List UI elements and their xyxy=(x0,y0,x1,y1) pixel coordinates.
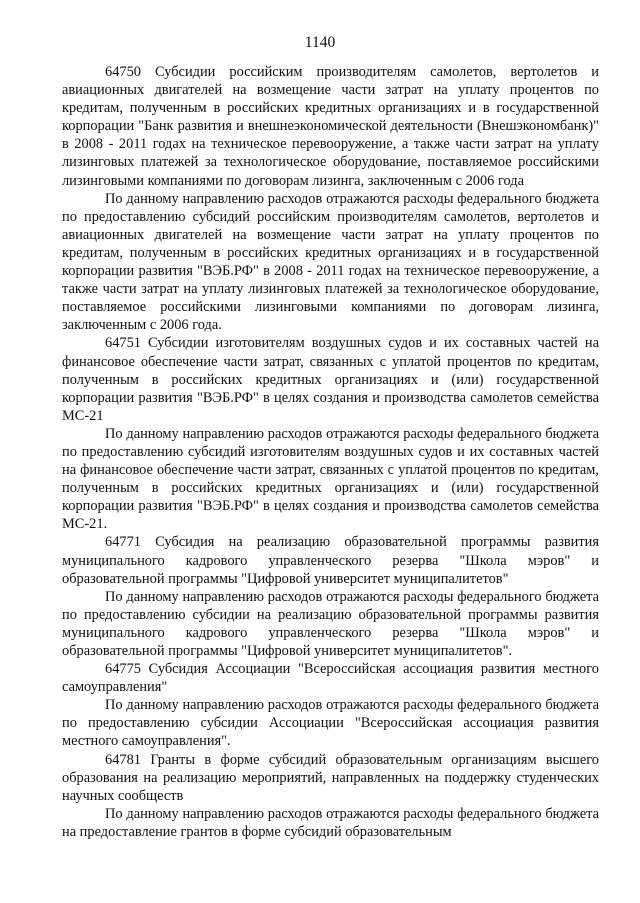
paragraph-64750-description: По данному направлению расходов отражаются расходы федерального бюджета по предоставлению субсидий российским производителям самолетов, вертолетов и авиационных двигателей на возмещение части затрат на уплату процентов по кредитам, полученным в российских кредитных организациях и в государственной корпорации развития "ВЭБ.РФ" в 2008 - 2011 годах на техническое перевооружение, а также части затрат на уплату лизинговых платежей за технологическое оборудование, поставляемое российскими лизинговыми компаниями по договорам лизинга, заключенным с 2006 года. xyxy=(62,190,599,334)
paragraph-64775-description: По данному направлению расходов отражаются расходы федерального бюджета по предоставлению субсидии Ассоциации "Всероссийская ассоциация развития местного самоуправления". xyxy=(62,697,599,750)
paragraph-64751-description: По данному направлению расходов отражаются расходы федерального бюджета по предоставлению субсидий изготовителям воздушных судов и их составных частей на финансовое обеспечение части затрат, связанных с уплатой процентов по кредитам, полученным в российских кредитных организациях и (или) государственной корпорации развития "ВЭБ.РФ" в целях создания и производства самолетов семейства МС-21. xyxy=(62,425,599,533)
paragraph-64775-title: 64775 Субсидия Ассоциации "Всероссийская ассоциация развития местного самоуправления" xyxy=(62,661,599,696)
paragraph-64750-title: 64750 Субсидии российским производителям самолетов, вертолетов и авиационных двигателей на возмещение части затрат на уплату процентов по кредитам, полученным в российских кредитных организациях и в государственной корпорации "Банк развития и внешнеэкономической деятельности (Внешэкономбанк)" в 2008 - 2011 годах на техническое перевооружение, а также части затрат на уплату лизинговых платежей за технологическое оборудование, поставляемое российскими лизинговыми компаниями по договорам лизинга, заключенным с 2006 года xyxy=(62,64,599,189)
paragraph-64771-title: 64771 Субсидия на реализацию образовательной программы развития муниципального кадрового управленческого резерва "Школа мэров" и образовательной программы "Цифровой университет муниципалитетов" xyxy=(62,534,599,587)
paragraph-64781-title: 64781 Гранты в форме субсидий образовательным организациям высшего образования на реализацию мероприятий, направленных на поддержку студенческих научных сообществ xyxy=(62,751,599,804)
paragraph-64751-title: 64751 Субсидии изготовителям воздушных судов и их составных частей на финансовое обеспечение части затрат, связанных с уплатой процентов по кредитам, полученным в российских кредитных организациях и (или) государственной корпорации развития "ВЭБ.РФ" в целях создания и производства самолетов семейства МС-21 xyxy=(62,335,599,424)
paragraph-64781-description: По данному направлению расходов отражаются расходы федерального бюджета на предоставление грантов в форме субсидий образовательным xyxy=(62,805,599,840)
page-number: 1140 xyxy=(304,34,336,51)
paragraph-64771-description: По данному направлению расходов отражаются расходы федерального бюджета по предоставлению субсидии на реализацию образовательной программы развития муниципального кадрового управленческого резерва "Школа мэров" и образовательной программы "Цифровой университет муниципалитетов". xyxy=(62,588,599,659)
document-body xyxy=(62,63,599,841)
